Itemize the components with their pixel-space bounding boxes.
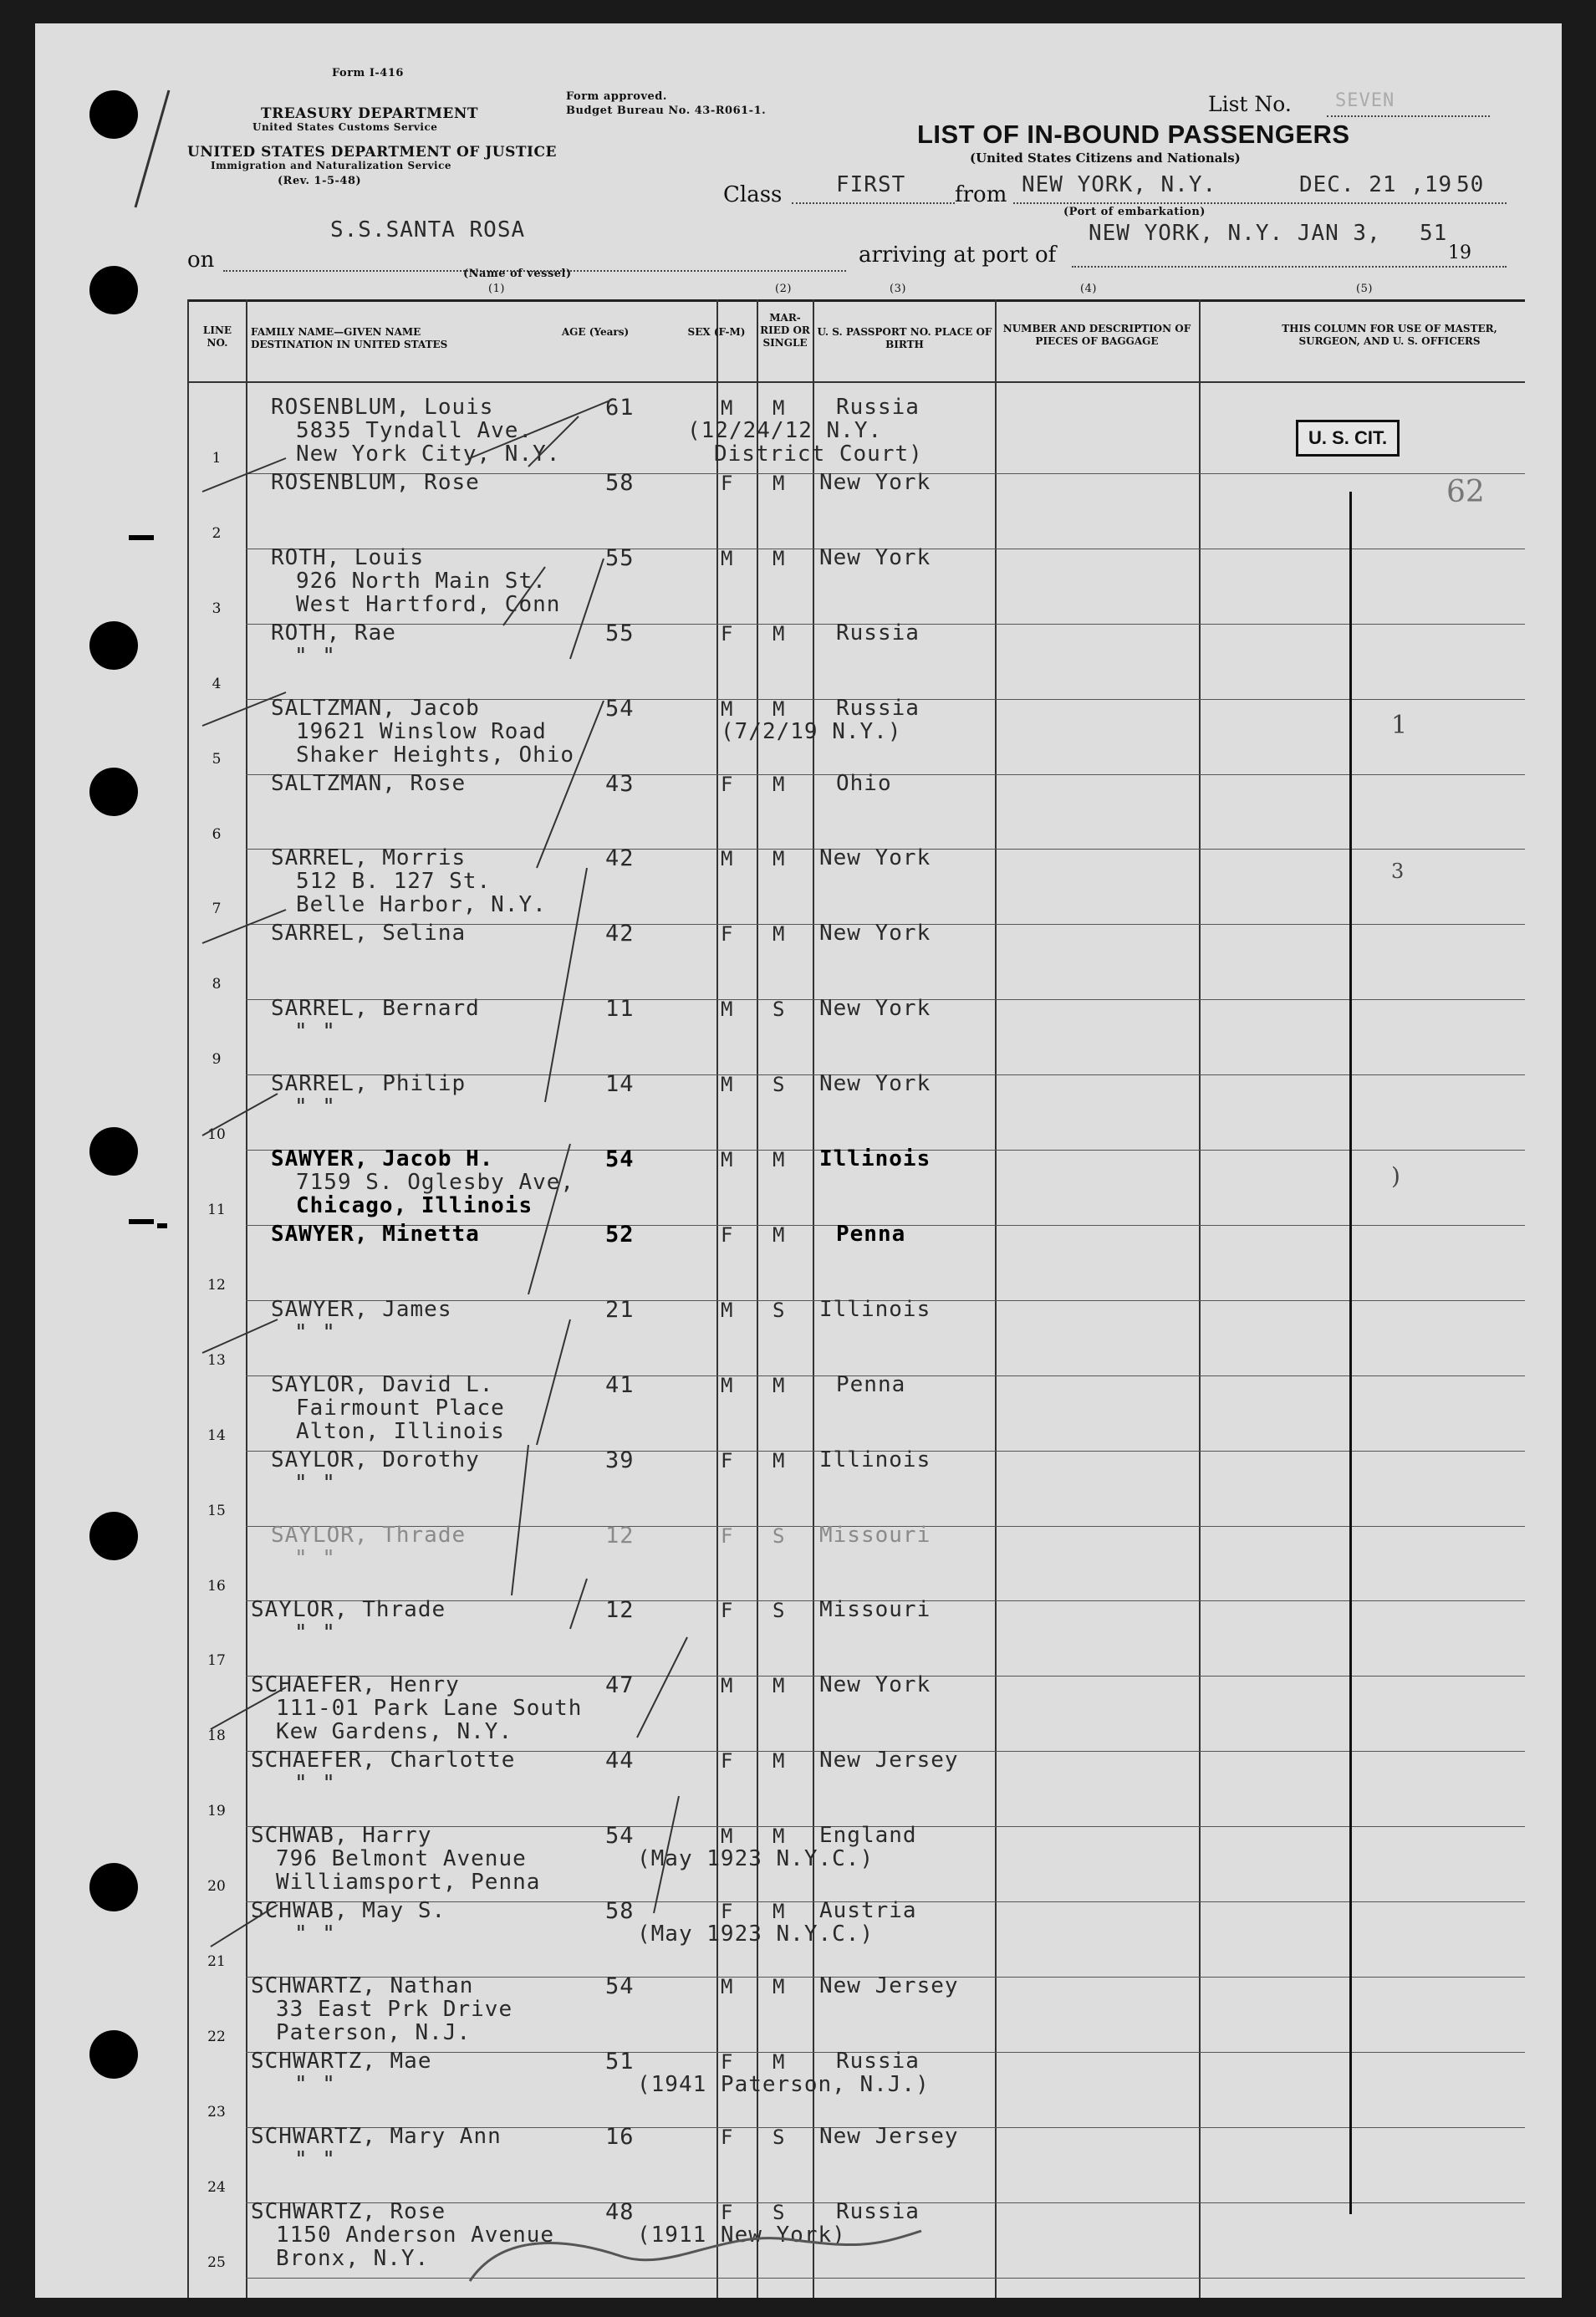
marital-status: M [773,1749,786,1773]
address-line-2: New York City, N.Y. [296,441,561,467]
binder-hole [89,1863,138,1911]
place-of-birth: Ohio [836,770,892,796]
passenger-age: 39 [605,1447,635,1473]
col-num-2: (2) [775,283,792,295]
passenger-name: SARREL, Philip [271,1071,467,1097]
marital-status: M [773,396,786,420]
passenger-sex: F [721,1523,734,1548]
passenger-name: SAYLOR, Thrade [251,1597,446,1623]
line-number: 25 [207,2253,226,2271]
passenger-sex: F [721,922,734,947]
place-of-birth: Russia [836,2048,920,2074]
budget-bureau: Budget Bureau No. 43-R061-1. [566,105,767,117]
address-line-1: 33 East Prk Drive [276,1996,513,2022]
line-number: 4 [212,675,222,692]
passenger-name: SCHWAB, Harry [251,1823,432,1849]
passenger-age: 42 [605,921,635,947]
passenger-age: 11 [605,996,635,1023]
passenger-name: SCHWAB, May S. [251,1898,446,1923]
passenger-sex: M [721,1373,734,1397]
address-line-1: " " [294,643,336,669]
passenger-age: 16 [605,2123,635,2150]
header-passport: U. S. PASSPORT NO. PLACE OF BIRTH [817,326,992,350]
address-line-2: Williamsport, Penna [276,1870,541,1896]
marital-status: S [773,2125,786,2149]
naturalization-note: (1911 New York) [637,2222,846,2248]
list-no-label: List No. [1208,92,1292,116]
passenger-sex: F [721,2049,734,2074]
marital-status: M [773,847,786,871]
passenger-age: 41 [605,1371,635,1398]
marital-status: M [773,772,786,796]
hand-number: 62 [1446,475,1485,509]
line-number: 12 [207,1276,226,1294]
margin-mark [129,535,154,540]
passenger-sex: M [721,998,734,1022]
passenger-age: 48 [605,2198,635,2225]
col-divider [246,299,247,2298]
marital-status: S [773,1599,786,1623]
marital-status: M [773,1222,786,1247]
marital-status: M [773,1900,786,1923]
passenger-name: SCHAEFER, Henry [251,1672,460,1698]
place-of-birth: Russia [836,695,920,721]
marital-status: M [773,1448,786,1472]
marital-status: M [773,922,786,947]
form-number: Form I-416 [332,67,404,79]
treasury-dept: TREASURY DEPARTMENT [261,105,479,122]
marital-status: M [773,1373,786,1397]
header-married: MAR-RIED OR SINGLE [760,312,810,349]
place-of-birth: New Jersey [819,2123,959,2149]
line-number: 13 [207,1351,226,1369]
passenger-age: 58 [605,1898,635,1924]
address-line-1: " " [294,1771,336,1797]
table-top-border [187,299,1525,302]
address-line-1: 796 Belmont Avenue [276,1846,527,1872]
place-of-birth: Penna [836,1371,906,1397]
passenger-age: 55 [605,620,635,646]
line-number: 7 [212,901,222,918]
passenger-name: SCHWARTZ, Mary Ann [251,2123,502,2149]
arriving-line [1072,266,1507,268]
form-approved: Form approved. [566,90,667,103]
naturalization-note: (7/2/19 N.Y.) [721,718,902,744]
address-line-1: 512 B. 127 St. [296,869,492,895]
naturalization-note-2: District Court) [714,441,923,467]
class-line [792,202,955,204]
address-line-1: " " [294,1095,336,1120]
passenger-name: SCHWARTZ, Mae [251,2048,432,2074]
header-sex: SEX (F-M) [687,326,746,338]
passenger-sex: F [721,1749,734,1773]
binder-hole [89,1127,138,1176]
address-line-1: " " [294,1921,336,1947]
address-line-1: " " [294,1019,336,1045]
passenger-name: SCHAEFER, Charlotte [251,1748,516,1773]
naturalization-note: (12/24/12 N.Y. [687,418,883,443]
line-number: 23 [207,2103,226,2121]
place-of-birth: New York [819,469,931,495]
passenger-name: SALTZMAN, Rose [271,770,467,796]
marital-status: M [773,1825,786,1849]
address-line-2: Chicago, Illinois [296,1193,533,1218]
address-line-1: " " [294,2071,336,2097]
line-number: 5 [212,750,222,768]
line-number: 10 [207,1126,226,1144]
marital-status: M [773,1148,786,1171]
passenger-sex: M [721,1825,734,1849]
address-line-1: 111-01 Park Lane South [276,1696,583,1722]
date-from: DEC. 21 ,19 [1299,172,1453,197]
place-of-birth: Austria [819,1898,917,1923]
arrival-19: 19 [1448,242,1471,263]
address-line-2: Bronx, N.Y. [276,2245,430,2271]
list-subtitle: (United States Citizens and Nationals) [970,151,1241,166]
class-label: Class [723,182,783,207]
passenger-age: 51 [605,2048,635,2075]
line-number: 16 [207,1577,226,1595]
hand-mark: 3 [1391,860,1405,883]
binder-hole [89,90,138,139]
marital-status: M [773,1974,786,1998]
line-number: 19 [207,1803,226,1820]
marital-status: S [773,998,786,1022]
marital-status: M [773,621,786,646]
year-from: 50 [1456,172,1485,197]
address-line-2: Alton, Illinois [296,1418,505,1444]
passenger-sex: F [721,621,734,646]
line-number: 1 [212,450,222,467]
passenger-age: 58 [605,469,635,496]
passenger-name: SAWYER, James [271,1296,452,1322]
passenger-name: SAWYER, Jacob H. [271,1146,494,1171]
passenger-sex: M [721,396,734,420]
passenger-age: 61 [605,395,635,421]
place-of-birth: New York [819,1071,931,1097]
passenger-name: SALTZMAN, Jacob [271,695,480,721]
col-divider [757,299,758,2298]
address-line-2: Shaker Heights, Ohio [296,742,575,768]
row-separator [246,2278,1525,2279]
col-divider [995,299,997,2298]
address-line-1: Fairmount Place [296,1395,505,1421]
list-no-line [1327,115,1490,117]
place-of-birth: Illinois [819,1146,931,1171]
marital-status: M [773,1674,786,1698]
passenger-sex: F [721,1222,734,1247]
passenger-sex: F [721,1599,734,1623]
justice-dept: UNITED STATES DEPARTMENT OF JUSTICE [187,144,557,161]
line-number: 21 [207,1953,226,1970]
passenger-sex: F [721,471,734,495]
passenger-name: SAYLOR, David L. [271,1371,494,1397]
address-line-2: Kew Gardens, N.Y. [276,1719,513,1745]
line-number: 17 [207,1652,226,1670]
pen-strokes [35,23,1562,2298]
place-of-birth: England [819,1823,917,1849]
header-age: AGE (Years) [561,326,630,338]
customs-service: United States Customs Service [252,121,438,133]
place-of-birth: New Jersey [819,1973,959,1998]
passenger-sex: M [721,1148,734,1171]
header-line-no: LINE NO. [202,324,232,349]
from-line [1013,202,1507,204]
line-number: 9 [212,1051,222,1069]
address-line-1: 5835 Tyndall Ave. [296,418,533,443]
col-divider [716,299,718,2298]
passenger-sex: F [721,2200,734,2224]
col-num-4: (4) [1080,283,1097,295]
passenger-age: 52 [605,1221,635,1248]
arriving-label: arriving at port of [859,242,1057,268]
header-baggage: NUMBER AND DESCRIPTION OF PIECES OF BAGGAGE [1002,323,1191,347]
hand-mark: ) [1391,1162,1400,1190]
line-number: 22 [207,2028,226,2045]
address-line-1: " " [294,1319,336,1345]
address-line-1: " " [294,1470,336,1496]
place-of-birth: Russia [836,620,920,646]
col-num-3: (3) [890,283,906,295]
marital-status: M [773,2049,786,2074]
passenger-name: SARREL, Bernard [271,996,480,1022]
place-of-birth: New York [819,921,931,947]
hand-mark: 1 [1391,711,1408,740]
passenger-sex: M [721,847,734,871]
col-divider [1199,299,1201,2298]
col-num-1: (1) [488,283,505,295]
col-divider [187,299,189,2298]
place-of-birth: New York [819,996,931,1022]
passenger-name: SARREL, Morris [271,845,467,871]
passenger-name: SAWYER, Minetta [271,1221,480,1247]
embarkation-label: (Port of embarkation) [1063,206,1206,218]
passenger-sex: M [721,1298,734,1322]
binder-hole [89,768,138,816]
us-citizen-stamp: U. S. CIT. [1296,420,1400,457]
passenger-age: 43 [605,770,635,797]
line-number: 18 [207,1728,226,1745]
line-number: 6 [212,825,222,843]
passenger-age: 54 [605,1823,635,1850]
address-line-1: 7159 S. Oglesby Ave, [296,1170,575,1195]
marital-status: M [773,546,786,570]
address-line-1: 1150 Anderson Avenue [276,2222,555,2248]
binder-hole [89,266,138,314]
arrival-year: 51 [1420,221,1448,246]
passenger-sex: M [721,697,734,721]
naturalization-note: (May 1923 N.Y.C.) [637,1846,874,1872]
passenger-age: 12 [605,1597,635,1624]
passenger-age: 44 [605,1748,635,1774]
place-of-birth: Missouri [819,1522,931,1548]
ins-service: Immigration and Naturalization Service [211,160,452,171]
naturalization-note: (1941 Paterson, N.J.) [637,2071,930,2097]
passenger-sex: F [721,1448,734,1472]
vessel-label: (Name of vessel) [463,268,572,280]
line-number: 2 [212,524,222,542]
place-of-birth: New York [819,1672,931,1698]
passenger-name: ROSENBLUM, Rose [271,469,480,495]
passenger-age: 47 [605,1672,635,1699]
passenger-age: 54 [605,1146,635,1172]
margin-mark [157,1223,167,1228]
marital-status: S [773,1073,786,1097]
line-number: 3 [212,600,222,617]
marital-status: S [773,1523,786,1548]
passenger-sex: M [721,546,734,570]
marital-status: S [773,2200,786,2224]
address-line-2: West Hartford, Conn [296,591,561,617]
passenger-age: 55 [605,544,635,571]
passenger-name: SCHWARTZ, Rose [251,2198,446,2224]
address-line-1: " " [294,2146,336,2172]
line-number: 8 [212,976,222,993]
revision: (Rev. 1-5-48) [278,175,362,187]
address-line-1: " " [294,1545,336,1571]
manifest-page [35,23,1562,2298]
binder-hole [89,621,138,670]
passenger-sex: M [721,1674,734,1698]
passenger-sex: M [721,1974,734,1998]
binder-hole [89,2030,138,2079]
address-line-1: 926 North Main St. [296,568,547,594]
class-value: FIRST [836,172,906,197]
from-value: NEW YORK, N.Y. [1022,172,1217,197]
passenger-sex: F [721,772,734,796]
header-officers-use: THIS COLUMN FOR USE OF MASTER, SURGEON, AND U. S. OFFICERS [1282,323,1497,347]
line-number: 15 [207,1502,226,1519]
passenger-age: 54 [605,1973,635,1999]
address-line-2: Paterson, N.J. [276,2019,472,2045]
passenger-name: SARREL, Selina [271,921,467,947]
place-of-birth: Missouri [819,1597,931,1623]
col-divider [813,299,814,2298]
address-line-2: Belle Harbor, N.Y. [296,892,547,918]
binder-hole [89,1512,138,1560]
vessel-name: S.S.SANTA ROSA [330,217,526,242]
passenger-age: 14 [605,1071,635,1098]
passenger-name: ROTH, Rae [271,620,396,646]
arrival-port: NEW YORK, N.Y. JAN 3, [1089,221,1381,246]
passenger-name: ROTH, Louis [271,544,425,570]
place-of-birth: New York [819,544,931,570]
marital-status: S [773,1298,786,1322]
on-label: on [187,248,215,273]
passenger-name: SAYLOR, Dorothy [271,1447,480,1472]
naturalization-note: (May 1923 N.Y.C.) [637,1921,874,1947]
line-number: 20 [207,1878,226,1896]
line-number: 24 [207,2178,226,2196]
header-name: FAMILY NAME—GIVEN NAME DESTINATION IN UNITED STATES [251,326,448,350]
line-number: 14 [207,1426,226,1444]
place-of-birth: Russia [836,2198,920,2224]
passenger-age: 42 [605,845,635,872]
passenger-name: SCHWARTZ, Nathan [251,1973,474,1998]
marital-status: M [773,471,786,495]
marital-status: M [773,697,786,721]
place-of-birth: New York [819,845,931,871]
passenger-age: 21 [605,1296,635,1323]
place-of-birth: New Jersey [819,1748,959,1773]
passenger-sex: F [721,2125,734,2149]
list-title: LIST OF IN-BOUND PASSENGERS [917,120,1350,149]
passenger-name: SAYLOR, Thrade [271,1522,467,1548]
place-of-birth: Illinois [819,1296,931,1322]
address-line-1: 19621 Winslow Road [296,718,547,744]
list-no-value: SEVEN [1335,90,1395,111]
margin-mark [129,1219,154,1224]
line-number: 11 [207,1202,226,1218]
from-label: from [955,182,1007,207]
col-num-5: (5) [1356,283,1373,295]
address-line-1: " " [294,1620,336,1646]
passenger-age: 54 [605,695,635,722]
place-of-birth: Illinois [819,1447,931,1472]
place-of-birth: Russia [836,395,920,420]
passenger-name: ROSENBLUM, Louis [271,395,494,420]
passenger-sex: M [721,1073,734,1097]
passenger-sex: F [721,1900,734,1923]
place-of-birth: Penna [836,1221,906,1247]
pen-line [1349,492,1352,2214]
passenger-age: 12 [605,1522,635,1549]
header-bottom-border [187,381,1525,383]
